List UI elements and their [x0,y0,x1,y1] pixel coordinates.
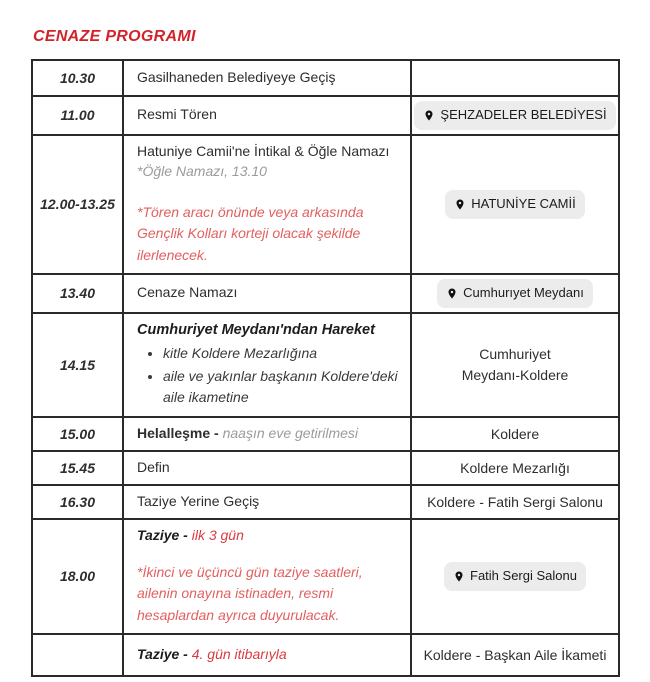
table-row [32,519,619,634]
program-table [31,59,620,677]
time-cell: 13.40 [32,274,123,313]
time-cell: 10.30 [32,60,123,96]
event-title-line [137,526,402,546]
event-title: Helalleşme - [137,425,219,442]
location-cell: Koldere Mezarlığı [411,451,619,485]
location-badge [445,190,585,219]
time-cell: 11.00 [32,96,123,135]
event-cell: Resmi Tören [123,96,411,135]
location-badge-label: Fatih Sergi Salonu [470,567,577,583]
event-cell: Gasilhaneden Belediyeye Geçiş [123,60,411,96]
event-cell [123,519,411,634]
time-cell: 14.15 [32,313,123,418]
location-badge-label: HATUNİYE CAMİİ [471,195,576,211]
event-cell: Cenaze Namazı [123,274,411,313]
event-cell [123,634,411,676]
location-pin-icon [453,569,465,584]
event-heading: Cumhuriyet Meydanı'ndan Hareket [137,321,375,338]
event-title: Taziye - [137,526,188,543]
location-cell [411,274,619,313]
table-row [32,135,619,274]
event-note-gray-inline: naaşın eve getirilmesi [222,425,359,442]
table-row [32,60,619,96]
table-row [32,417,619,451]
location-badge-label: ŞEHZADELER BELEDİYESİ [440,107,607,122]
time-cell: 15.45 [32,451,123,485]
event-cell [123,135,411,274]
table-row [32,274,619,313]
time-cell [32,634,123,676]
table-row [32,634,619,676]
event-bullet-list [137,343,402,408]
page-title: CENAZE PROGRAMI [33,28,196,45]
location-badge [414,101,615,130]
time-cell: 12.00-13.25 [32,135,123,274]
location-badge [444,562,586,591]
location-cell: Koldere - Başkan Aile İkameti [411,634,619,676]
location-cell: Koldere - Fatih Sergi Salonu [411,485,619,519]
event-cell [123,313,411,418]
event-note-red: *Tören aracı önünde veya arkasında Gençlik Kolları korteji olacak şekilde ilerlenecek. [137,203,364,263]
location-text-line: Cumhuriyet [479,346,551,363]
location-pin-icon [423,108,435,123]
event-bullet: • kitle Koldere Mezarlığına [163,343,402,364]
event-note-red: *İkinci ve üçüncü gün taziye saatleri, ailenin onayına istinaden, resmi hesaplardan ayrıca duyurulacak. [137,563,363,624]
table-row [32,485,619,519]
event-note-gray: *Öğle Namazı, 13.10 [137,162,267,179]
time-cell: 18.00 [32,519,123,634]
location-badge-label: Cumhurıyet Meydanı [463,284,584,300]
location-badge [437,279,593,308]
event-title: Taziye - [137,645,188,662]
location-cell [411,60,619,96]
event-cell: Defin [123,451,411,485]
location-cell [411,96,619,135]
table-row [32,313,619,418]
event-red-inline: 4. gün itibarıyla [191,645,287,662]
event-red-inline: ilk 3 gün [191,526,244,543]
location-cell [411,313,619,418]
time-cell: 15.00 [32,417,123,451]
location-cell: Koldere [411,417,619,451]
event-cell [123,417,411,451]
location-cell [411,519,619,634]
location-pin-icon [454,197,466,212]
location-text-line: Meydanı-Koldere [461,366,569,383]
event-title: Hatuniye Camii'ne İntikal & Öğle Namazı [137,142,390,159]
time-cell: 16.30 [32,485,123,519]
table-row [32,451,619,485]
location-cell [411,135,619,274]
location-pin-icon [446,286,458,301]
table-row [32,96,619,135]
event-bullet: • aile ve yakınlar başkanın Koldere'deki aile ikametine [163,366,402,408]
event-cell: Taziye Yerine Geçiş [123,485,411,519]
